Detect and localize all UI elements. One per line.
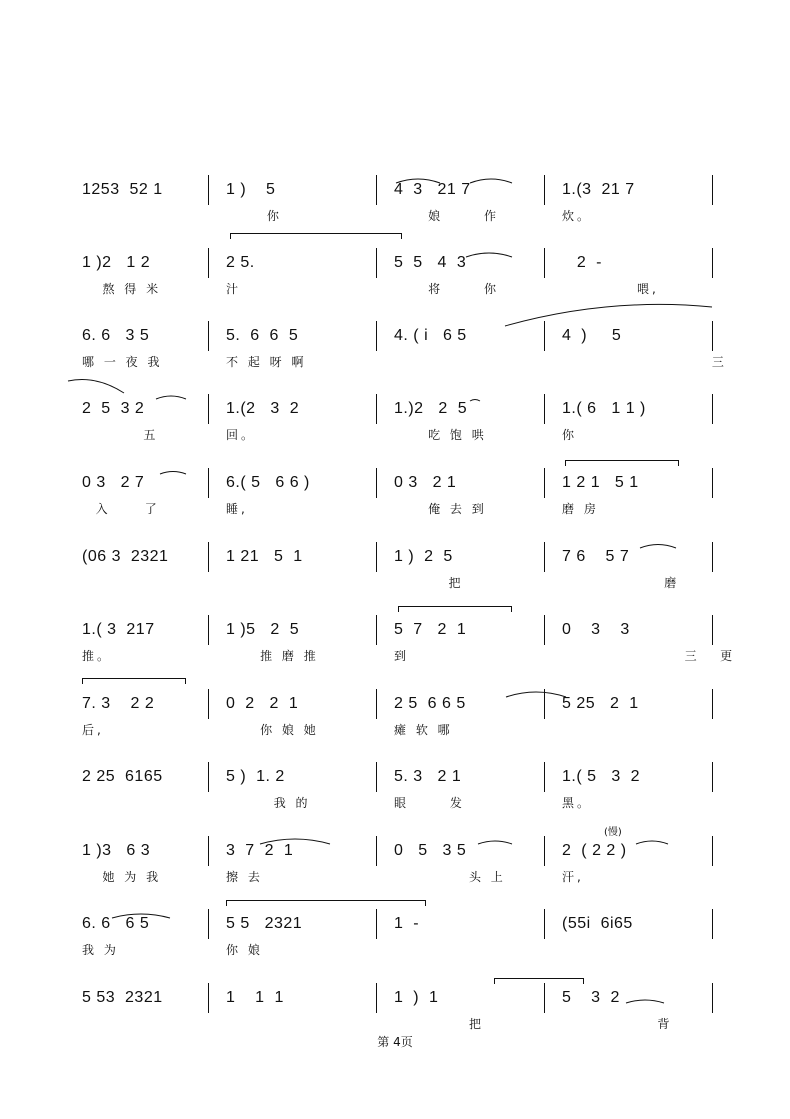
bar-line: [544, 689, 545, 719]
bar-line: [544, 394, 545, 424]
bar-line: [376, 909, 377, 939]
measure-notes: 1.( 3 217: [82, 621, 155, 638]
measure-notes: 0 3 2 1: [394, 474, 457, 491]
bar-line: [712, 909, 713, 939]
measure-lyrics: 汗,: [562, 870, 584, 884]
measure-notes: 2 5 6 6 5: [394, 695, 466, 712]
measure-lyrics: 熬 得 米: [82, 282, 162, 296]
phrase-bracket: [226, 900, 426, 906]
measure-notes: 5 5 4 3: [394, 254, 467, 271]
bar-line: [544, 248, 545, 278]
bar-line: [208, 542, 209, 572]
bar-line: [544, 836, 545, 866]
measure-notes: 1.(3 21 7: [562, 181, 635, 198]
measure-lyrics: [82, 207, 222, 225]
measure-lyrics: 睡,: [226, 502, 248, 516]
measure-lyrics: [562, 941, 702, 959]
measure-lyrics: 将 你: [394, 282, 499, 296]
measure-lyrics: [394, 941, 534, 959]
bar-line: [544, 175, 545, 205]
bar-line: [712, 321, 713, 351]
measure-notes: 1 )5 2 5: [226, 621, 300, 638]
measure-lyrics: 把: [394, 576, 464, 590]
bar-line: [208, 762, 209, 792]
measure-notes: 2 ( 2 2 ): [562, 842, 627, 859]
measure-notes: 6. 6 6 5: [82, 915, 150, 932]
measure-notes: 5 25 2 1: [562, 695, 639, 712]
bar-line: [712, 615, 713, 645]
measure-lyrics: 哪 一 夜 我: [82, 355, 163, 369]
score-system: [0, 610, 790, 684]
score-system: [0, 757, 790, 831]
phrase-bracket: [230, 233, 402, 239]
phrase-bracket: [565, 460, 679, 466]
score-system: [0, 243, 790, 317]
measure-notes: 0 5 3 5: [394, 842, 467, 859]
measure-lyrics: 背: [562, 1017, 673, 1031]
bar-line: [712, 468, 713, 498]
bar-line: [376, 321, 377, 351]
bar-line: [376, 542, 377, 572]
measure-lyrics: 你: [226, 209, 282, 223]
measure-lyrics: 你 娘: [226, 943, 263, 957]
measure-lyrics: 喂,: [562, 282, 659, 296]
measure-lyrics: 擦 去: [226, 870, 263, 884]
measure-notes: 5. 3 2 1: [394, 768, 462, 785]
bar-line: [208, 615, 209, 645]
measure-notes: 5 7 2 1: [394, 621, 467, 638]
measure-notes: 6. 6 3 5: [82, 327, 150, 344]
bar-line: [544, 909, 545, 939]
bar-line: [208, 321, 209, 351]
measure-notes: 4 ) 5: [562, 327, 622, 344]
bar-line: [208, 689, 209, 719]
measure-notes: 6.( 5 6 6 ): [226, 474, 310, 491]
measure-lyrics: 到: [394, 649, 410, 663]
measure-lyrics: 俺 去 到: [394, 502, 487, 516]
measure-lyrics: 后,: [82, 723, 104, 737]
measure-lyrics: 汁: [226, 282, 242, 296]
measure-lyrics: 瘫 软 哪: [394, 723, 453, 737]
measure-notes: 1 2 1 5 1: [562, 474, 639, 491]
measure-lyrics: 头 上: [394, 870, 506, 884]
measure-notes: 7 6 5 7: [562, 548, 630, 565]
measure-lyrics: 黑。: [562, 796, 593, 810]
bar-line: [712, 175, 713, 205]
measure-notes: 1 )3 6 3: [82, 842, 151, 859]
measure-lyrics: 入 了: [82, 502, 160, 516]
bar-line: [376, 175, 377, 205]
bar-line: [208, 394, 209, 424]
bar-line: [208, 468, 209, 498]
measure-notes: 1253 52 1: [82, 181, 163, 198]
measure-notes: 1 ) 2 5: [394, 548, 453, 565]
bar-line: [376, 762, 377, 792]
bar-line: [712, 836, 713, 866]
measure-lyrics: 她 为 我: [82, 870, 162, 884]
measure-lyrics: 五: [82, 428, 159, 442]
bar-line: [208, 175, 209, 205]
bar-line: [376, 468, 377, 498]
score-system: [0, 904, 790, 978]
measure-notes: 1 ) 5: [226, 181, 276, 198]
measure-lyrics: 推。: [82, 649, 113, 663]
bar-line: [208, 248, 209, 278]
bar-line: [544, 542, 545, 572]
measure-lyrics: 回。: [226, 428, 257, 442]
score-system: [0, 463, 790, 537]
measure-notes: (55i 6i65: [562, 915, 633, 932]
measure-notes: (06 3 2321: [82, 548, 169, 565]
measure-lyrics: 炊。: [562, 209, 593, 223]
bar-line: [376, 394, 377, 424]
measure-lyrics: [82, 574, 222, 592]
measure-notes: 5 53 2321: [82, 989, 163, 1006]
phrase-bracket: [494, 978, 584, 984]
measure-notes: 0 2 2 1: [226, 695, 299, 712]
measure-lyrics: [226, 1015, 366, 1033]
measure-lyrics: 把: [394, 1017, 484, 1031]
measure-notes: 1 1 1: [226, 989, 284, 1006]
bar-line: [544, 615, 545, 645]
page-number: 第 4页: [377, 1035, 413, 1049]
measure-notes: 0 3 2 7: [82, 474, 145, 491]
measure-notes: 0 3 3: [562, 621, 630, 638]
score-system: [0, 316, 790, 390]
measure-lyrics: 磨 房: [562, 502, 599, 516]
measure-notes: 1.( 5 3 2: [562, 768, 641, 785]
measure-notes: 2 -: [562, 254, 602, 271]
score-system: [0, 831, 790, 905]
measure-notes: 1 -: [394, 915, 420, 932]
measure-lyrics: 你 娘 她: [226, 723, 319, 737]
bar-line: [208, 909, 209, 939]
measure-lyrics: [562, 721, 702, 739]
measure-notes: 1.(2 3 2: [226, 400, 300, 417]
bar-line: [712, 689, 713, 719]
measure-notes: 2 5.: [226, 254, 255, 271]
bar-line: [376, 836, 377, 866]
score-system: [0, 684, 790, 758]
bar-line: [376, 615, 377, 645]
measure-lyrics: 磨: [562, 576, 680, 590]
measure-notes: 2 5 3 2: [82, 400, 145, 417]
measure-notes: 1.)2 2 5: [394, 400, 468, 417]
bar-line: [376, 248, 377, 278]
measure-lyrics: 三: [562, 355, 727, 369]
measure-notes: 5. 6 6 5: [226, 327, 299, 344]
measure-notes: 2 25 6165: [82, 768, 163, 785]
phrase-bracket: [82, 678, 186, 684]
measure-lyrics: [82, 1015, 222, 1033]
measure-lyrics: 三 更: [562, 649, 736, 663]
measure-notes: 5 5 2321: [226, 915, 303, 932]
measure-notes: 1 21 5 1: [226, 548, 303, 565]
bar-line: [376, 689, 377, 719]
measure-notes: 3 7 2 1: [226, 842, 294, 859]
measure-lyrics: [394, 353, 534, 371]
measure-lyrics: 娘 作: [394, 209, 499, 223]
measure-notes: 1 ) 1: [394, 989, 439, 1006]
phrase-bracket: [398, 606, 512, 612]
measure-lyrics: 我 为: [82, 943, 119, 957]
bar-line: [712, 248, 713, 278]
measure-notes: 5 ) 1. 2: [226, 768, 285, 785]
bar-line: [712, 983, 713, 1013]
score-system: [0, 537, 790, 611]
measure-notes: 1.( 6 1 1 ): [562, 400, 646, 417]
bar-line: [544, 762, 545, 792]
bar-line: [712, 394, 713, 424]
measure-lyrics: 我 的: [226, 796, 311, 810]
bar-line: [712, 762, 713, 792]
measure-notes: 7. 3 2 2: [82, 695, 155, 712]
bar-line: [544, 321, 545, 351]
measure-lyrics: 不 起 呀 啊: [226, 355, 307, 369]
measure-notes: 1 )2 1 2: [82, 254, 151, 271]
measure-lyrics: 你: [562, 428, 578, 442]
measure-notes: 5 3 2: [562, 989, 620, 1006]
measure-notes: 4 3 21 7: [394, 181, 471, 198]
bar-line: [376, 983, 377, 1013]
bar-line: [544, 468, 545, 498]
measure-lyrics: 眼 发: [394, 796, 465, 810]
bar-line: [544, 983, 545, 1013]
measure-lyrics: [82, 794, 222, 812]
measure-lyrics: [226, 574, 366, 592]
measure-lyrics: 推 磨 推: [226, 649, 319, 663]
score-system: [0, 389, 790, 463]
measure-lyrics: 吃 饱 哄: [394, 428, 487, 442]
bar-line: [208, 983, 209, 1013]
measure-notes: 4. ( i 6 5: [394, 327, 467, 344]
bar-line: [712, 542, 713, 572]
tempo-mark: (慢): [604, 827, 622, 838]
bar-line: [208, 836, 209, 866]
